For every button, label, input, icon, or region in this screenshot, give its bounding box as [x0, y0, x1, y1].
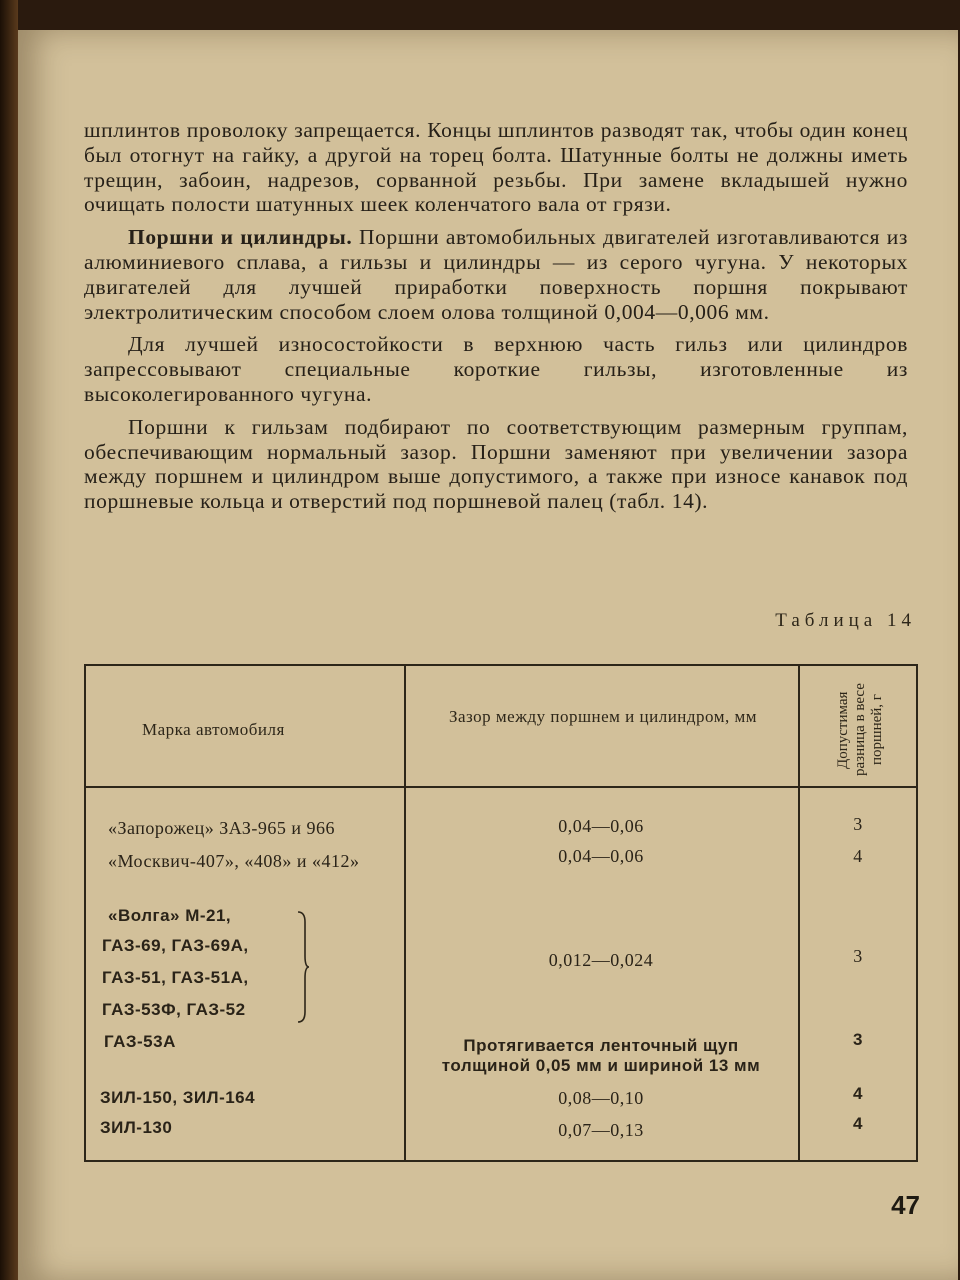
page-number: 47	[891, 1190, 920, 1220]
table-row-1-gap: 0,04—0,06	[558, 816, 644, 836]
table-row-4-weight: 3	[853, 1030, 863, 1049]
table-row-4-gap-line-1: Протягивается ленточный щуп	[463, 1036, 739, 1055]
grouping-brace	[296, 910, 310, 1024]
paragraph-2	[84, 225, 908, 324]
table-row-3-brand-line-2: ГАЗ-69, ГАЗ-69А,	[102, 936, 249, 955]
section-heading: Поршни и цилиндры.	[128, 225, 353, 250]
table-row-3-weight: 3	[853, 946, 863, 966]
body-text	[84, 118, 908, 522]
paragraph-1: шплинтов проволоку запрещается. Концы шплинтов разводят так, чтобы один конец был отогнут на гайку, а другой на торец болта. Шатунные болты не должны иметь трещин, забоин, надрезов, сорванной резьбы. При замене вкладышей нужно очищать полости шатунных шеек коленчатого вала от грязи.	[84, 118, 908, 217]
table-row-2-gap: 0,04—0,06	[558, 846, 644, 866]
header-divider	[86, 786, 916, 788]
table-row-5-weight: 4	[853, 1084, 863, 1103]
header-brand: Марка автомобиля	[142, 720, 285, 739]
paragraph-3: Для лучшей износостойкости в верхнюю часть гильз или цилиндров запрессовывают специальные короткие гильзы, изготовленные из высоколегированного чугуна.	[84, 332, 908, 406]
table-row-3-brand-line-3: ГАЗ-51, ГАЗ-51А,	[102, 968, 249, 987]
table-row-6-gap: 0,07—0,13	[558, 1120, 644, 1140]
table-row-4-gap-line-2: толщиной 0,05 мм и шириной 13 мм	[441, 1056, 761, 1075]
book-spine	[0, 0, 18, 1280]
table-row-1-brand: «Запорожец» ЗАЗ-965 и 966	[108, 818, 335, 838]
table-caption: Таблица 14	[775, 610, 916, 631]
table-row-6-brand: ЗИЛ-130	[100, 1118, 173, 1137]
header-weight	[808, 674, 912, 786]
table-row-1-weight: 3	[853, 814, 863, 834]
paragraph-4: Поршни к гильзам подбирают по соответствующим размерным группам, обеспечивающим нормальный зазор. Поршни заменяют при увеличении зазора между поршнем и цилиндром выше допустимого, а также при износе канавок под поршневые кольца и отверстий под поршневой палец (табл. 14).	[84, 414, 908, 514]
header-gap: Зазор между поршнем и цилиндром, мм	[448, 707, 758, 726]
table-row-5-brand: ЗИЛ-150, ЗИЛ-164	[100, 1088, 256, 1107]
table-row-3-gap: 0,012—0,024	[548, 950, 654, 970]
paragraph-2-text: Поршни автомобильных двигателей изготавливаются из алюминиевого сплава, а гильзы и цилиндры — из серого чугуна. У некоторых двигателей для лучшей приработки поверхность поршня покрывают электролитическим способом слоем олова толщиной 0,004—0,006 мм.	[84, 225, 908, 324]
table-row-3-brand-line-4: ГАЗ-53Ф, ГАЗ-52	[102, 1000, 246, 1019]
table-row-3-brand-line-1: «Волга» М-21,	[108, 906, 232, 925]
column-divider	[404, 666, 406, 1160]
table-row-2-brand: «Москвич-407», «408» и «412»	[108, 851, 360, 871]
table-row-5-gap: 0,08—0,10	[558, 1088, 644, 1108]
table-row-4-brand: ГАЗ-53А	[104, 1032, 176, 1051]
table-row-6-weight: 4	[853, 1114, 863, 1133]
data-table	[84, 664, 918, 1162]
table-row-2-weight: 4	[853, 846, 863, 866]
header-weight-text: Допустимая разница в весе поршней, г	[834, 683, 885, 777]
